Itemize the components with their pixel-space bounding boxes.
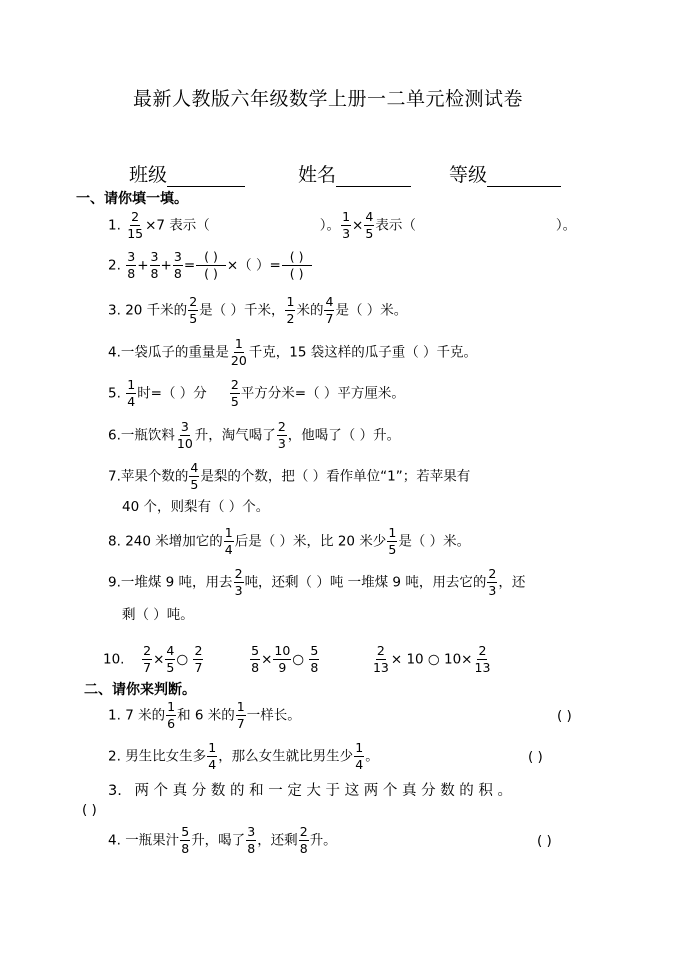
q-number: 3. bbox=[108, 302, 121, 319]
s1-question-1: 1. $\frac{2}{15}$ ×7 表示（ ）。 $\frac{1}{3}$ × $\frac{4}{5}$ 表示（ ）。 bbox=[108, 209, 577, 241]
fraction: $\frac{1}{4}$ bbox=[224, 525, 233, 557]
fraction: $\frac{5}{8}$ bbox=[310, 643, 319, 675]
judge-box-4[interactable]: ( ) bbox=[537, 833, 552, 849]
fraction: $\frac{5}{8}$ bbox=[181, 824, 190, 856]
fraction: $\frac{2}{7}$ bbox=[143, 643, 152, 675]
name-field[interactable] bbox=[298, 160, 411, 187]
fraction: $\frac{1}{3}$ bbox=[342, 209, 351, 241]
fraction: $\frac{3}{8}$ bbox=[173, 249, 182, 281]
fraction: $\frac{3}{10}$ bbox=[176, 419, 193, 451]
name-blank[interactable] bbox=[336, 168, 411, 187]
fraction: $\frac{5}{8}$ bbox=[251, 643, 260, 675]
compare-circle[interactable]: ○ bbox=[292, 651, 305, 668]
grade-label: 等级 bbox=[449, 164, 488, 186]
q-number: 7. bbox=[108, 468, 121, 485]
fraction: $\frac{2}{13}$ bbox=[474, 643, 491, 675]
fraction: $\frac{2}{13}$ bbox=[372, 643, 389, 675]
page-title: 最新人教版六年级数学上册一二单元检测试卷 bbox=[133, 88, 524, 110]
fraction: $\frac{2}{3}$ bbox=[234, 566, 243, 598]
q-number: 1. bbox=[108, 217, 121, 234]
q-number: 3. bbox=[108, 783, 122, 799]
class-blank[interactable] bbox=[167, 168, 245, 187]
q-number: 5. bbox=[108, 385, 121, 402]
fraction: $\frac{1}{4}$ bbox=[127, 377, 136, 409]
q-number: 4. bbox=[108, 344, 121, 361]
s1-question-6: 6.一瓶饮料 $\frac{3}{10}$ 升，淘气喝了 $\frac{2}{3}$ ，他喝了（ ）升。 bbox=[108, 419, 401, 451]
s1-question-9-cont: 剩（ ）吨。 bbox=[122, 607, 194, 623]
fraction: $\frac{1}{7}$ bbox=[236, 699, 245, 731]
q-number: 2. bbox=[108, 748, 121, 765]
s1-question-3: 3. 20 千米的 $\frac{2}{5}$ 是（ ）千米， $\frac{1}{2}$ 米的 $\frac{4}{7}$ 是（ ）米。 bbox=[108, 294, 408, 326]
s2-question-1: 1. 7 米的 $\frac{1}{6}$ 和 6 米的 $\frac{1}{7}$ 一样长。 bbox=[108, 699, 301, 731]
s2-question-4: 4. 一瓶果汁 $\frac{5}{8}$ 升，喝了 $\frac{3}{8}$ ，还剩 $\frac{2}{8}$ 升。 bbox=[108, 824, 337, 856]
s1-question-9: 9.一堆煤 9 吨，用去 $\frac{2}{3}$ 吨，还剩（ ）吨 一堆煤 9 吨，用去它的 $\frac{2}{3}$ ，还 bbox=[108, 566, 526, 598]
s2-question-2: 2. 男生比女生多 $\frac{1}{4}$ ，那么女生就比男生少 $\frac{1}{4}$ 。 bbox=[108, 740, 379, 772]
class-label: 班级 bbox=[129, 164, 168, 186]
fraction: $\frac{1}{4}$ bbox=[355, 740, 364, 772]
fraction: $\frac{4}{5}$ bbox=[365, 209, 374, 241]
grade-blank[interactable] bbox=[487, 168, 561, 187]
fraction: $\frac{1}{20}$ bbox=[230, 336, 247, 368]
s1-question-10: 10. $\frac{2}{7}$ × $\frac{4}{5}$ ○ $\frac{2}{7}$ $\frac{5}{8}$ × $\frac{10}{9}$ ○ $\frac{5}{8}$ $\frac{2}{13}$ × 10 ○ 10× $\frac{2}{13}$ bbox=[103, 643, 491, 675]
fraction: $\frac{3}{8}$ bbox=[247, 824, 256, 856]
fraction: $\frac{4}{5}$ bbox=[190, 460, 199, 492]
judge-box-1[interactable]: ( ) bbox=[557, 708, 572, 724]
answer-fraction[interactable]: $\frac{( )}{( )}$ bbox=[282, 250, 312, 281]
s1-question-7-cont: 40 个，则梨有（ ）个。 bbox=[122, 499, 270, 515]
s1-question-5: 5. $\frac{1}{4}$ 时=（ ）分 $\frac{2}{5}$ 平方分米=（ ）平方厘米。 bbox=[108, 377, 405, 409]
fraction: $\frac{1}{5}$ bbox=[388, 525, 397, 557]
fraction: $\frac{2}{5}$ bbox=[230, 377, 239, 409]
fraction: $\frac{2}{8}$ bbox=[299, 824, 308, 856]
compare-circle[interactable]: ○ bbox=[176, 651, 189, 668]
class-field[interactable] bbox=[129, 160, 245, 187]
fraction: $\frac{2}{7}$ bbox=[194, 643, 203, 675]
fraction: $\frac{2}{3}$ bbox=[277, 419, 286, 451]
s2-question-3: 3. 两 个 真 分 数 的 和 一 定 大 于 这 两 个 真 分 数 的 积 。 bbox=[108, 783, 513, 799]
s1-question-2: 2. $\frac{3}{8}$ + $\frac{3}{8}$ + $\frac{3}{8}$ = $\frac{( )}{( )}$ ×（ ）= $\frac{( )}{( )}$ bbox=[108, 250, 313, 281]
s1-question-7: 7.苹果个数的 $\frac{4}{5}$ 是梨的个数，把（ ）看作单位“1”；若苹果有 bbox=[108, 460, 471, 492]
fraction: $\frac{2}{3}$ bbox=[488, 566, 497, 598]
fraction: $\frac{10}{9}$ bbox=[274, 643, 291, 675]
q-number: 6. bbox=[108, 427, 121, 444]
s1-question-8: 8. 240 米增加它的 $\frac{1}{4}$ 后是（ ）米，比 20 米少 $\frac{1}{5}$ 是（ ）米。 bbox=[108, 525, 471, 557]
judge-box-3[interactable]: ( ) bbox=[82, 802, 97, 818]
fraction: $\frac{2}{15}$ bbox=[127, 209, 144, 241]
fraction: $\frac{1}{2}$ bbox=[286, 294, 295, 326]
fraction: $\frac{2}{5}$ bbox=[189, 294, 198, 326]
section1-title: 一、请你填一填。 bbox=[76, 191, 188, 207]
fraction: $\frac{4}{5}$ bbox=[166, 643, 175, 675]
fraction: $\frac{1}{4}$ bbox=[208, 740, 217, 772]
judge-box-2[interactable]: ( ) bbox=[528, 749, 543, 765]
q-number: 2. bbox=[108, 257, 121, 274]
name-label: 姓名 bbox=[298, 164, 337, 186]
q-number: 10. bbox=[103, 651, 125, 668]
q-number: 1. bbox=[108, 707, 121, 724]
grade-field[interactable] bbox=[449, 160, 561, 187]
q-number: 9. bbox=[108, 574, 121, 591]
s1-question-4: 4.一袋瓜子的重量是 $\frac{1}{20}$ 千克，15 袋这样的瓜子重（ ）千克。 bbox=[108, 336, 478, 368]
answer-fraction[interactable]: $\frac{( )}{( )}$ bbox=[196, 250, 226, 281]
q-number: 8. bbox=[108, 533, 121, 550]
q-number: 4. bbox=[108, 832, 121, 849]
fraction: $\frac{3}{8}$ bbox=[150, 249, 159, 281]
fraction: $\frac{4}{7}$ bbox=[325, 294, 334, 326]
section2-title: 二、请你来判断。 bbox=[84, 682, 196, 698]
fraction: $\frac{1}{6}$ bbox=[167, 699, 176, 731]
fraction: $\frac{3}{8}$ bbox=[127, 249, 136, 281]
